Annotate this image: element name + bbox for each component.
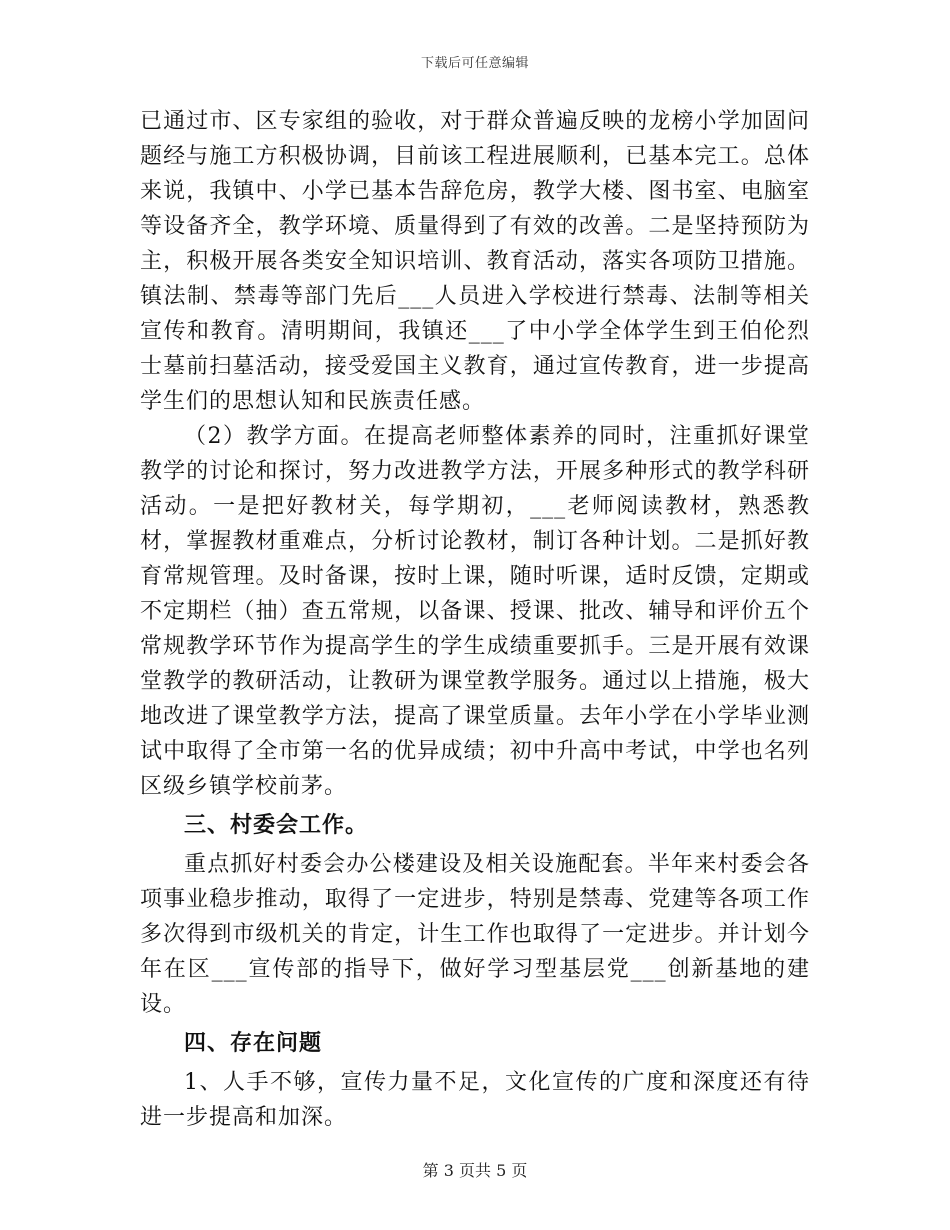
paragraph-safety: 已通过市、区专家组的验收，对于群众普遍反映的龙榜小学加固问题经与施工方积极协调，目前该工程进展顺利，已基本完工。总体来说，我镇中、小学已基本告辞危房，教学大楼、图书室、电脑室等设备齐全，教学环境、质量得到了有效的改善。二是坚持预防为主，积极开展各类安全知识培训、教育活动，落实各项防卫措施。镇法制、禁毒等部门先后___人员进入学校进行禁毒、法制等相关宣传和教育。清明期间，我镇还___了中小学全体学生到王伯伦烈士墓前扫墓活动，接受爱国主义教育，通过宣传教育，进一步提高学生们的思想认知和民族责任感。 bbox=[140, 109, 810, 414]
document-body bbox=[140, 104, 810, 1135]
paragraph-teaching: （2）教学方面。在提高老师整体素养的同时，注重抓好课堂教学的讨论和探讨，努力改进教学方法，开展多种形式的教学科研活动。一是把好教材关，每学期初，___老师阅读教材，熟悉教材，掌握教材重难点，分析讨论教材，制订各种计划。二是抓好教育常规管理。及时备课，按时上课，随时听课，适时反馈，定期或不定期栏（抽）查五常规，以备课、授课、批改、辅导和评价五个常规教学环节作为提高学生的学生成绩重要抓手。三是开展有效课堂教学的教研活动，让教研为课堂教学服务。通过以上措施，极大地改进了课堂教学方法，提高了课堂质量。去年小学在小学毕业测试中取得了全市第一名的优异成绩；初中升高中考试，中学也名列区级乡镇学校前茅。 bbox=[140, 424, 810, 799]
page-number: 第 3 页共 5 页 bbox=[422, 1161, 528, 1180]
page-header: 下载后可任意编辑 bbox=[420, 56, 529, 71]
paragraph-village-committee: 重点抓好村委会办公楼建设及相关设施配套。半年来村委会各项事业稳步推动，取得了一定进步，特别是禁毒、党建等各项工作多次得到市级机关的肯定，计生工作也取得了一定进步。并计划今年在区___宣传部的指导下，做好学习型基层党___创新基地的建设。 bbox=[140, 852, 810, 1017]
heading-problems: 四、存在问题 bbox=[184, 1030, 323, 1056]
heading-village-committee: 三、村委会工作。 bbox=[184, 812, 369, 838]
paragraph-problem-1: 1、人手不够，宣传力量不足，文化宣传的广度和深度还有待进一步提高和加深。 bbox=[140, 1070, 810, 1130]
